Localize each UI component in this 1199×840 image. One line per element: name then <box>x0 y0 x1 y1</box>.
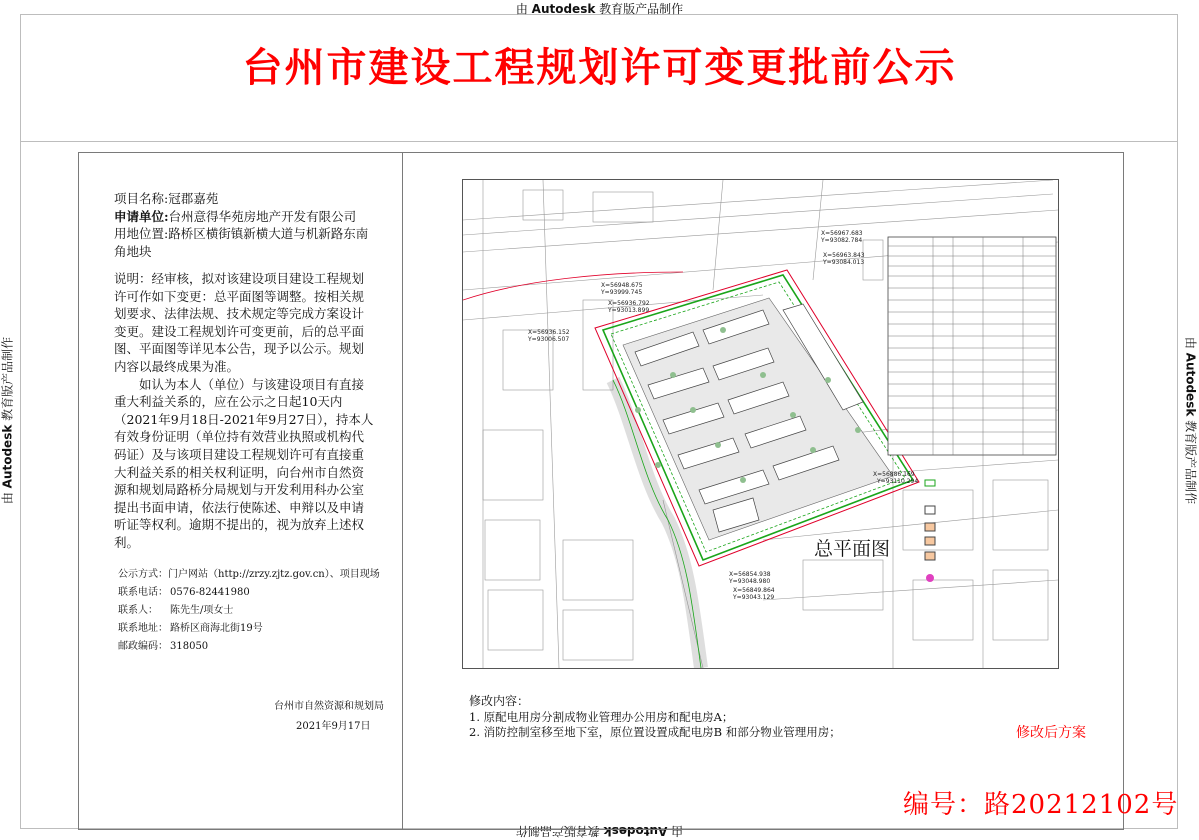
scheme-label: 修改后方案 <box>1016 722 1086 742</box>
coord-label: X=56936.792 <box>608 300 650 307</box>
modification-item: 1. 原配电用房分割成物业管理办公用房和配电房A； <box>469 709 733 725</box>
coord-label: Y=93006.507 <box>527 336 569 343</box>
coord-label: Y=93082.784 <box>820 237 862 244</box>
contact-phone-row: 联系电话： 0576-82441980 <box>118 584 380 602</box>
modifications-title: 修改内容： <box>469 692 529 709</box>
project-info <box>114 190 374 260</box>
panel-divider <box>402 152 403 829</box>
watermark-left: 由 Autodesk 教育版产品制作 <box>0 296 16 546</box>
coord-label: X=56936.152 <box>528 329 570 336</box>
title-divider <box>20 141 1177 142</box>
project-name: 冠郡嘉苑 <box>168 191 218 206</box>
coord-label: X=56886.169 <box>873 471 915 478</box>
coord-label: Y=93048.980 <box>728 578 770 585</box>
coord-label: Y=93013.899 <box>607 307 649 314</box>
contact-block <box>118 566 380 656</box>
statistics-table <box>888 237 1056 455</box>
coord-label: X=56948.675 <box>601 282 643 289</box>
applicant: 台州意得华苑房地产开发有限公司 <box>169 209 357 224</box>
location: 路桥区横街镇新横大道与机新路东南角地块 <box>114 226 368 259</box>
watermark-bottom: 由 Autodesk 教育版产品制作 <box>0 823 1199 840</box>
notice-paragraph-2: 如认为本人（单位）与该建设项目有直接重大利益关系的，应在公示之日起10天内（2021年9月18日-2021年9月27日），持本人有效身份证明（单位持有效营业执照或机构代码证）及与该项目建设工程规划许可有直接重大利益关系的相关权利证明，向台州市自然资源和规划局路桥分局规划与开发利用科办公室提出书面申请，依法行使陈述、申辩以及申请听证等权利。逾期不提出的，视为放弃上述权利。 <box>114 376 376 552</box>
notice-text <box>114 270 376 552</box>
watermark-right: 由 Autodesk 教育版产品制作 <box>1183 296 1199 546</box>
coord-label: Y=93999.745 <box>600 289 642 296</box>
coord-label: Y=93043.129 <box>732 594 774 601</box>
coord-label: X=56854.938 <box>729 571 771 578</box>
site-plan-drawing <box>462 179 1059 669</box>
coord-label: X=56849.864 <box>733 587 775 594</box>
applicant-row: 申请单位:台州意得华苑房地产开发有限公司 <box>114 208 374 226</box>
modification-item: 2. 消防控制室移至地下室，原位置设置成配电房B 和部分物业管理用房； <box>469 724 841 740</box>
drawing-caption: 总平面图 <box>814 538 890 560</box>
project-name-row: 项目名称:冠郡嘉苑 <box>114 190 374 208</box>
location-row: 用地位置:路桥区横街镇新横大道与机新路东南角地块 <box>114 225 374 260</box>
coord-label: Y=93084.013 <box>822 259 864 266</box>
contact-method-row: 公示方式： 门户网站（http://zrzy.zjtz.gov.cn）、项目现场 <box>118 566 380 584</box>
contact-address-row: 联系地址： 路桥区商海北街19号 <box>118 620 380 638</box>
site-plan-svg <box>463 180 1058 668</box>
issuer: 台州市自然资源和规划局 <box>274 697 384 712</box>
watermark-top: 由 Autodesk 教育版产品制作 <box>0 0 1199 17</box>
coord-label: X=56963.843 <box>823 252 865 259</box>
contact-postcode-row: 邮政编码： 318050 <box>118 638 380 656</box>
document-code: 编号：路20212102号 <box>903 784 1178 821</box>
notice-paragraph-1: 说明：经审核，拟对该建设项目建设工程规划许可作如下变更：总平面图等调整。按相关规划要求、法律法规、技术规定等完成方案设计变更。建设工程规划许可变更前，后的总平面图、平面图等详见本公告，现予以公示。规划内容以最终成果为准。 <box>114 270 376 376</box>
coord-label: X=56967.683 <box>821 230 863 237</box>
page-title: 台州市建设工程规划许可变更批前公示 <box>0 36 1199 93</box>
contact-person-row: 联系人： 陈先生/项女士 <box>118 602 380 620</box>
issue-date: 2021年9月17日 <box>296 717 371 732</box>
coord-label: Y=93110.294 <box>876 478 918 485</box>
